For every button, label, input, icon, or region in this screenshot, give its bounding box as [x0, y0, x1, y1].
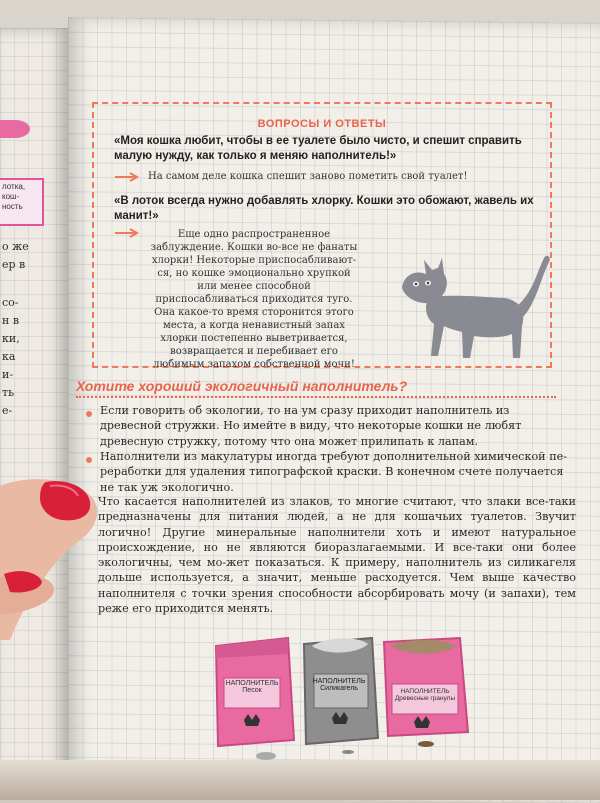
text-fragment: ть	[2, 386, 15, 399]
text-fragment: е-	[2, 404, 13, 417]
question-1: «Моя кошка любит, чтобы в ее туалете было чисто, и спешит справить малую нужду, как только я меняю наполнитель!»	[114, 135, 522, 162]
photo-background	[0, 760, 600, 800]
bag-label-line: Песок	[242, 687, 262, 694]
bag-label-line: НАПОЛНИТЕЛЬ	[225, 680, 279, 687]
bag-label-wood	[388, 688, 462, 702]
text-fragment: о же	[2, 240, 29, 253]
callout-line: лотка,	[2, 182, 26, 191]
question-2: «В лоток всегда нужно добавлять хлорку. Кошки это обожают, жавель их манит!»	[114, 195, 534, 222]
left-page	[0, 28, 68, 800]
bag-label-line: НАПОЛНИТЕЛЬ	[400, 688, 450, 695]
bag-label-sand	[220, 680, 284, 694]
section-title: Хотите хороший экологичный наполнитель?	[76, 378, 556, 398]
qa-box	[92, 102, 552, 368]
main-paragraph: Что касается наполнителей из злаков, то многие считают, что злаки все-таки предназначены для питания людей, а не для кошачьих туалетов. Звучит логично! Другие минеральные наполнители хоть и имеют натуральное происхождение, но не являются биоразлагаемыми. И все-таки они более экологичны, чем мо-жет показаться. К примеру, наполнитель из силикагеля дольше используется, а значит, меньше расходуется. Чем выше качество наполнителя с точки зрения способности абсорбировать мочу (и запахи), тем реже его приходится менять.	[98, 495, 576, 616]
bag-label-silica	[308, 678, 370, 692]
text-fragment: со-	[2, 296, 19, 309]
arrow-icon	[114, 172, 140, 182]
bag-label-line: НАПОЛНИТЕЛЬ	[312, 678, 366, 685]
text-fragment: н в	[2, 314, 20, 327]
text-fragment: ки,	[2, 332, 20, 345]
answer-1: На самом деле кошка спешит заново пометить свой туалет!	[148, 171, 468, 182]
callout-line: ность	[2, 202, 23, 211]
bullet-icon	[86, 411, 92, 417]
qa-title: ВОПРОСЫ И ОТВЕТЫ	[257, 118, 387, 130]
text-fragment: ер в	[2, 258, 26, 271]
text-fragment: и-	[2, 368, 14, 381]
bag-label-line: Древесные гранулы	[394, 695, 456, 702]
bullet-icon	[86, 457, 92, 463]
finger-photo	[0, 470, 110, 640]
bullet-paragraph-2: Наполнители из макулатуры иногда требуют дополнительной химической пе-реработки для удаления типографской краски. В конечном счете получается не так уж экологично.	[100, 450, 568, 494]
bullet-paragraph-1: Если говорить об экологии, то на ум сразу приходит наполнитель из древесной стружки. Но имейте в виду, что некоторые кошки не любят древесную стружку, потому что она может прилипать к лапам.	[100, 404, 522, 448]
text-fragment: ка	[2, 350, 16, 363]
arrow-icon	[114, 228, 140, 238]
cat-illustration	[394, 246, 554, 366]
answer-2: Еще одно распространенное заблуждение. Кошки во-все не фанаты хлорки! Некоторые приспосабливают-ся, но кошке эмоционально хрупкой или менее способной приспосабливаться приходится туго. Она какое-то время сторонится этого места, а когда ненавистный запах хлорки постепенно выветривается, возвращается и перебивает его любимым запахом собственной мочи!	[150, 229, 358, 370]
callout-line: кош-	[2, 192, 20, 201]
left-page-callout	[0, 178, 44, 226]
pink-illustration-fragment	[0, 120, 30, 138]
bag-label-line: Силикагель	[320, 685, 358, 692]
